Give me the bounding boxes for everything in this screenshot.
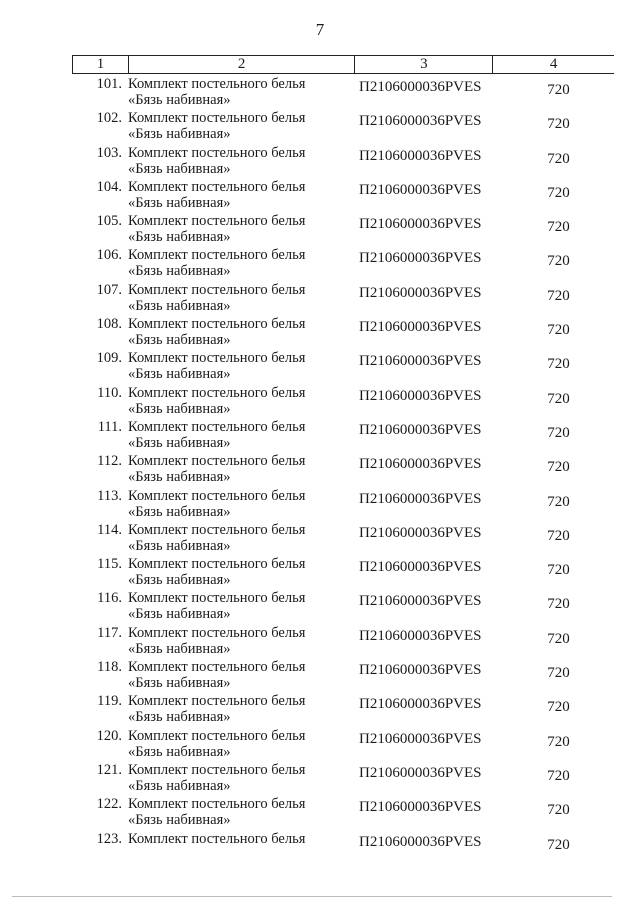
item-quantity: 720 [547, 665, 570, 682]
table-row [72, 419, 614, 453]
item-name-line-2: «Бязь набивная» [128, 160, 231, 177]
row-number: 103. [96, 144, 122, 161]
item-quantity: 720 [547, 733, 570, 750]
row-number: 111. [97, 418, 122, 435]
row-number: 108. [96, 316, 122, 333]
item-name-line-2: «Бязь набивная» [128, 469, 231, 486]
page-number: 7 [315, 20, 325, 39]
row-number: 106. [96, 247, 122, 264]
item-name-line-1: Комплект постельного белья [128, 453, 306, 470]
item-name [126, 590, 355, 624]
page-bottom-divider [12, 896, 612, 897]
item-quantity: 720 [547, 82, 570, 98]
table-row [72, 247, 614, 281]
table-row [72, 728, 614, 762]
row-number: 109. [96, 350, 122, 367]
row-number: 112. [97, 453, 122, 470]
item-name-line-2: «Бязь набивная» [128, 675, 231, 692]
item-quantity: 720 [547, 287, 570, 304]
item-code: П2106000036PVES [359, 627, 482, 644]
item-name-line-2: «Бязь набивная» [128, 126, 231, 143]
item-name [126, 488, 355, 522]
item-quantity: 720 [547, 596, 570, 613]
item-quantity: 720 [547, 562, 570, 579]
items-table [72, 55, 614, 865]
item-code: П2106000036PVES [359, 456, 482, 473]
table-row [72, 282, 614, 316]
item-code: П2106000036PVES [359, 113, 482, 130]
item-name-line-2: «Бязь набивная» [128, 537, 231, 554]
item-quantity: 720 [547, 836, 570, 853]
item-name-line-1: Комплект постельного белья [128, 590, 306, 607]
item-name-line-1: Комплект постельного белья [128, 693, 306, 710]
item-name [126, 385, 355, 419]
item-name [126, 659, 355, 693]
item-code: П2106000036PVES [359, 216, 482, 233]
item-name [126, 762, 355, 796]
item-name-line-2: «Бязь набивная» [128, 572, 231, 589]
item-quantity: 720 [547, 322, 570, 339]
item-name [126, 350, 355, 384]
row-number: 120. [96, 727, 122, 744]
item-name-line-2: «Бязь набивная» [128, 606, 231, 623]
item-name-line-2: «Бязь набивная» [128, 92, 231, 108]
item-name-line-2: «Бязь набивная» [128, 640, 231, 657]
item-name-line-2: «Бязь набивная» [128, 709, 231, 726]
item-name [126, 145, 355, 179]
item-quantity: 720 [547, 219, 570, 236]
item-quantity: 720 [547, 459, 570, 476]
item-name [126, 213, 355, 247]
item-quantity: 720 [547, 253, 570, 270]
item-quantity: 720 [547, 184, 570, 201]
item-quantity: 720 [547, 356, 570, 373]
item-code: П2106000036PVES [359, 730, 482, 747]
item-name-line-2: «Бязь набивная» [128, 434, 231, 451]
item-code: П2106000036PVES [359, 799, 482, 816]
item-name [126, 728, 355, 762]
table-row [72, 316, 614, 350]
item-quantity: 720 [547, 150, 570, 167]
item-name-line-1: Комплект постельного белья [128, 350, 306, 367]
table-row [72, 213, 614, 247]
row-number: 113. [97, 487, 122, 504]
row-number: 110. [97, 384, 122, 401]
table-row [72, 693, 614, 727]
header-col-3: 3 [355, 56, 493, 73]
row-number: 119. [97, 693, 122, 710]
item-quantity: 720 [547, 767, 570, 784]
item-code: П2106000036PVES [359, 181, 482, 198]
item-name-line-1: Комплект постельного белья [128, 76, 306, 92]
item-name [126, 282, 355, 316]
item-name-line-1: Комплект постельного белья [128, 144, 306, 161]
table-header-row [72, 55, 614, 74]
table-row [72, 76, 614, 110]
item-name-line-2: «Бязь набивная» [128, 366, 231, 383]
row-number: 101. [96, 76, 122, 92]
item-name-line-2: «Бязь набивная» [128, 400, 231, 417]
item-name-line-1: Комплект постельного белья [128, 521, 306, 538]
table-row [72, 556, 614, 590]
table-row [72, 145, 614, 179]
table-row [72, 488, 614, 522]
row-number: 104. [96, 178, 122, 195]
item-name [126, 522, 355, 556]
item-code: П2106000036PVES [359, 421, 482, 438]
row-number: 114. [97, 521, 122, 538]
table-row [72, 831, 614, 865]
item-name-line-1: Комплект постельного белья [128, 316, 306, 333]
item-name-line-1: Комплект постельного белья [128, 213, 306, 230]
row-number: 116. [97, 590, 122, 607]
table-row [72, 522, 614, 556]
item-quantity: 720 [547, 630, 570, 647]
item-name [126, 796, 355, 830]
row-number: 102. [96, 110, 122, 127]
item-code: П2106000036PVES [359, 764, 482, 781]
item-code: П2106000036PVES [359, 593, 482, 610]
row-number: 121. [96, 761, 122, 778]
item-name [126, 76, 355, 110]
item-name [126, 453, 355, 487]
item-code: П2106000036PVES [359, 524, 482, 541]
row-number: 123. [96, 830, 122, 847]
table-row [72, 385, 614, 419]
item-name [126, 625, 355, 659]
table-row [72, 350, 614, 384]
item-code: П2106000036PVES [359, 79, 482, 95]
item-code: П2106000036PVES [359, 662, 482, 679]
header-col-4: 4 [549, 56, 558, 72]
item-code: П2106000036PVES [359, 833, 482, 850]
item-name-line-1: Комплект постельного белья [128, 487, 306, 504]
item-name [126, 110, 355, 144]
item-code: П2106000036PVES [359, 319, 482, 336]
item-name-line-1: Комплект постельного белья [128, 727, 306, 744]
item-quantity: 720 [547, 424, 570, 441]
item-name-line-2: «Бязь набивная» [128, 777, 231, 794]
item-name-line-2: «Бязь набивная» [128, 194, 231, 211]
item-quantity: 720 [547, 116, 570, 133]
item-name-line-1: Комплект постельного белья [128, 418, 306, 435]
item-code: П2106000036PVES [359, 250, 482, 267]
item-quantity: 720 [547, 699, 570, 716]
row-number: 117. [97, 624, 122, 641]
item-name-line-1: Комплект постельного белья [128, 830, 306, 847]
table-body [72, 76, 614, 865]
row-number: 115. [97, 556, 122, 573]
item-quantity: 720 [547, 390, 570, 407]
table-row [72, 590, 614, 624]
item-name-line-1: Комплект постельного белья [128, 178, 306, 195]
table-row [72, 453, 614, 487]
item-name-line-2: «Бязь набивная» [128, 297, 231, 314]
item-name [126, 179, 355, 213]
item-name-line-1: Комплект постельного белья [128, 624, 306, 641]
item-name [126, 247, 355, 281]
item-code: П2106000036PVES [359, 387, 482, 404]
header-col-2: 2 [129, 56, 356, 73]
item-name [126, 693, 355, 727]
item-code: П2106000036PVES [359, 696, 482, 713]
item-code: П2106000036PVES [359, 353, 482, 370]
item-code: П2106000036PVES [359, 284, 482, 301]
row-number: 107. [96, 281, 122, 298]
item-name [126, 831, 355, 865]
item-name-line-2: «Бязь набивная» [128, 743, 231, 760]
item-name-line-1: Комплект постельного белья [128, 556, 306, 573]
item-code: П2106000036PVES [359, 559, 482, 576]
item-quantity: 720 [547, 802, 570, 819]
item-name-line-1: Комплект постельного белья [128, 247, 306, 264]
table-row [72, 659, 614, 693]
row-number: 105. [96, 213, 122, 230]
table-row [72, 796, 614, 830]
table-row [72, 762, 614, 796]
item-name-line-2: «Бязь набивная» [128, 503, 231, 520]
item-name-line-2: «Бязь набивная» [128, 332, 231, 349]
item-code: П2106000036PVES [359, 147, 482, 164]
item-name-line-1: Комплект постельного белья [128, 761, 306, 778]
item-name [126, 316, 355, 350]
item-quantity: 720 [547, 527, 570, 544]
item-name-line-2: «Бязь набивная» [128, 812, 231, 829]
header-col-1: 1 [73, 56, 129, 73]
item-name-line-2: «Бязь набивная» [128, 229, 231, 246]
item-name-line-2: «Бязь набивная» [128, 263, 231, 280]
row-number: 122. [96, 796, 122, 813]
table-row [72, 625, 614, 659]
item-quantity: 720 [547, 493, 570, 510]
item-name-line-1: Комплект постельного белья [128, 281, 306, 298]
table-row [72, 179, 614, 213]
row-number: 118. [97, 659, 122, 676]
item-code: П2106000036PVES [359, 490, 482, 507]
item-name [126, 556, 355, 590]
item-name-line-1: Комплект постельного белья [128, 384, 306, 401]
item-name-line-1: Комплект постельного белья [128, 659, 306, 676]
table-row [72, 110, 614, 144]
item-name [126, 419, 355, 453]
item-name-line-1: Комплект постельного белья [128, 110, 306, 127]
item-name-line-1: Комплект постельного белья [128, 796, 306, 813]
